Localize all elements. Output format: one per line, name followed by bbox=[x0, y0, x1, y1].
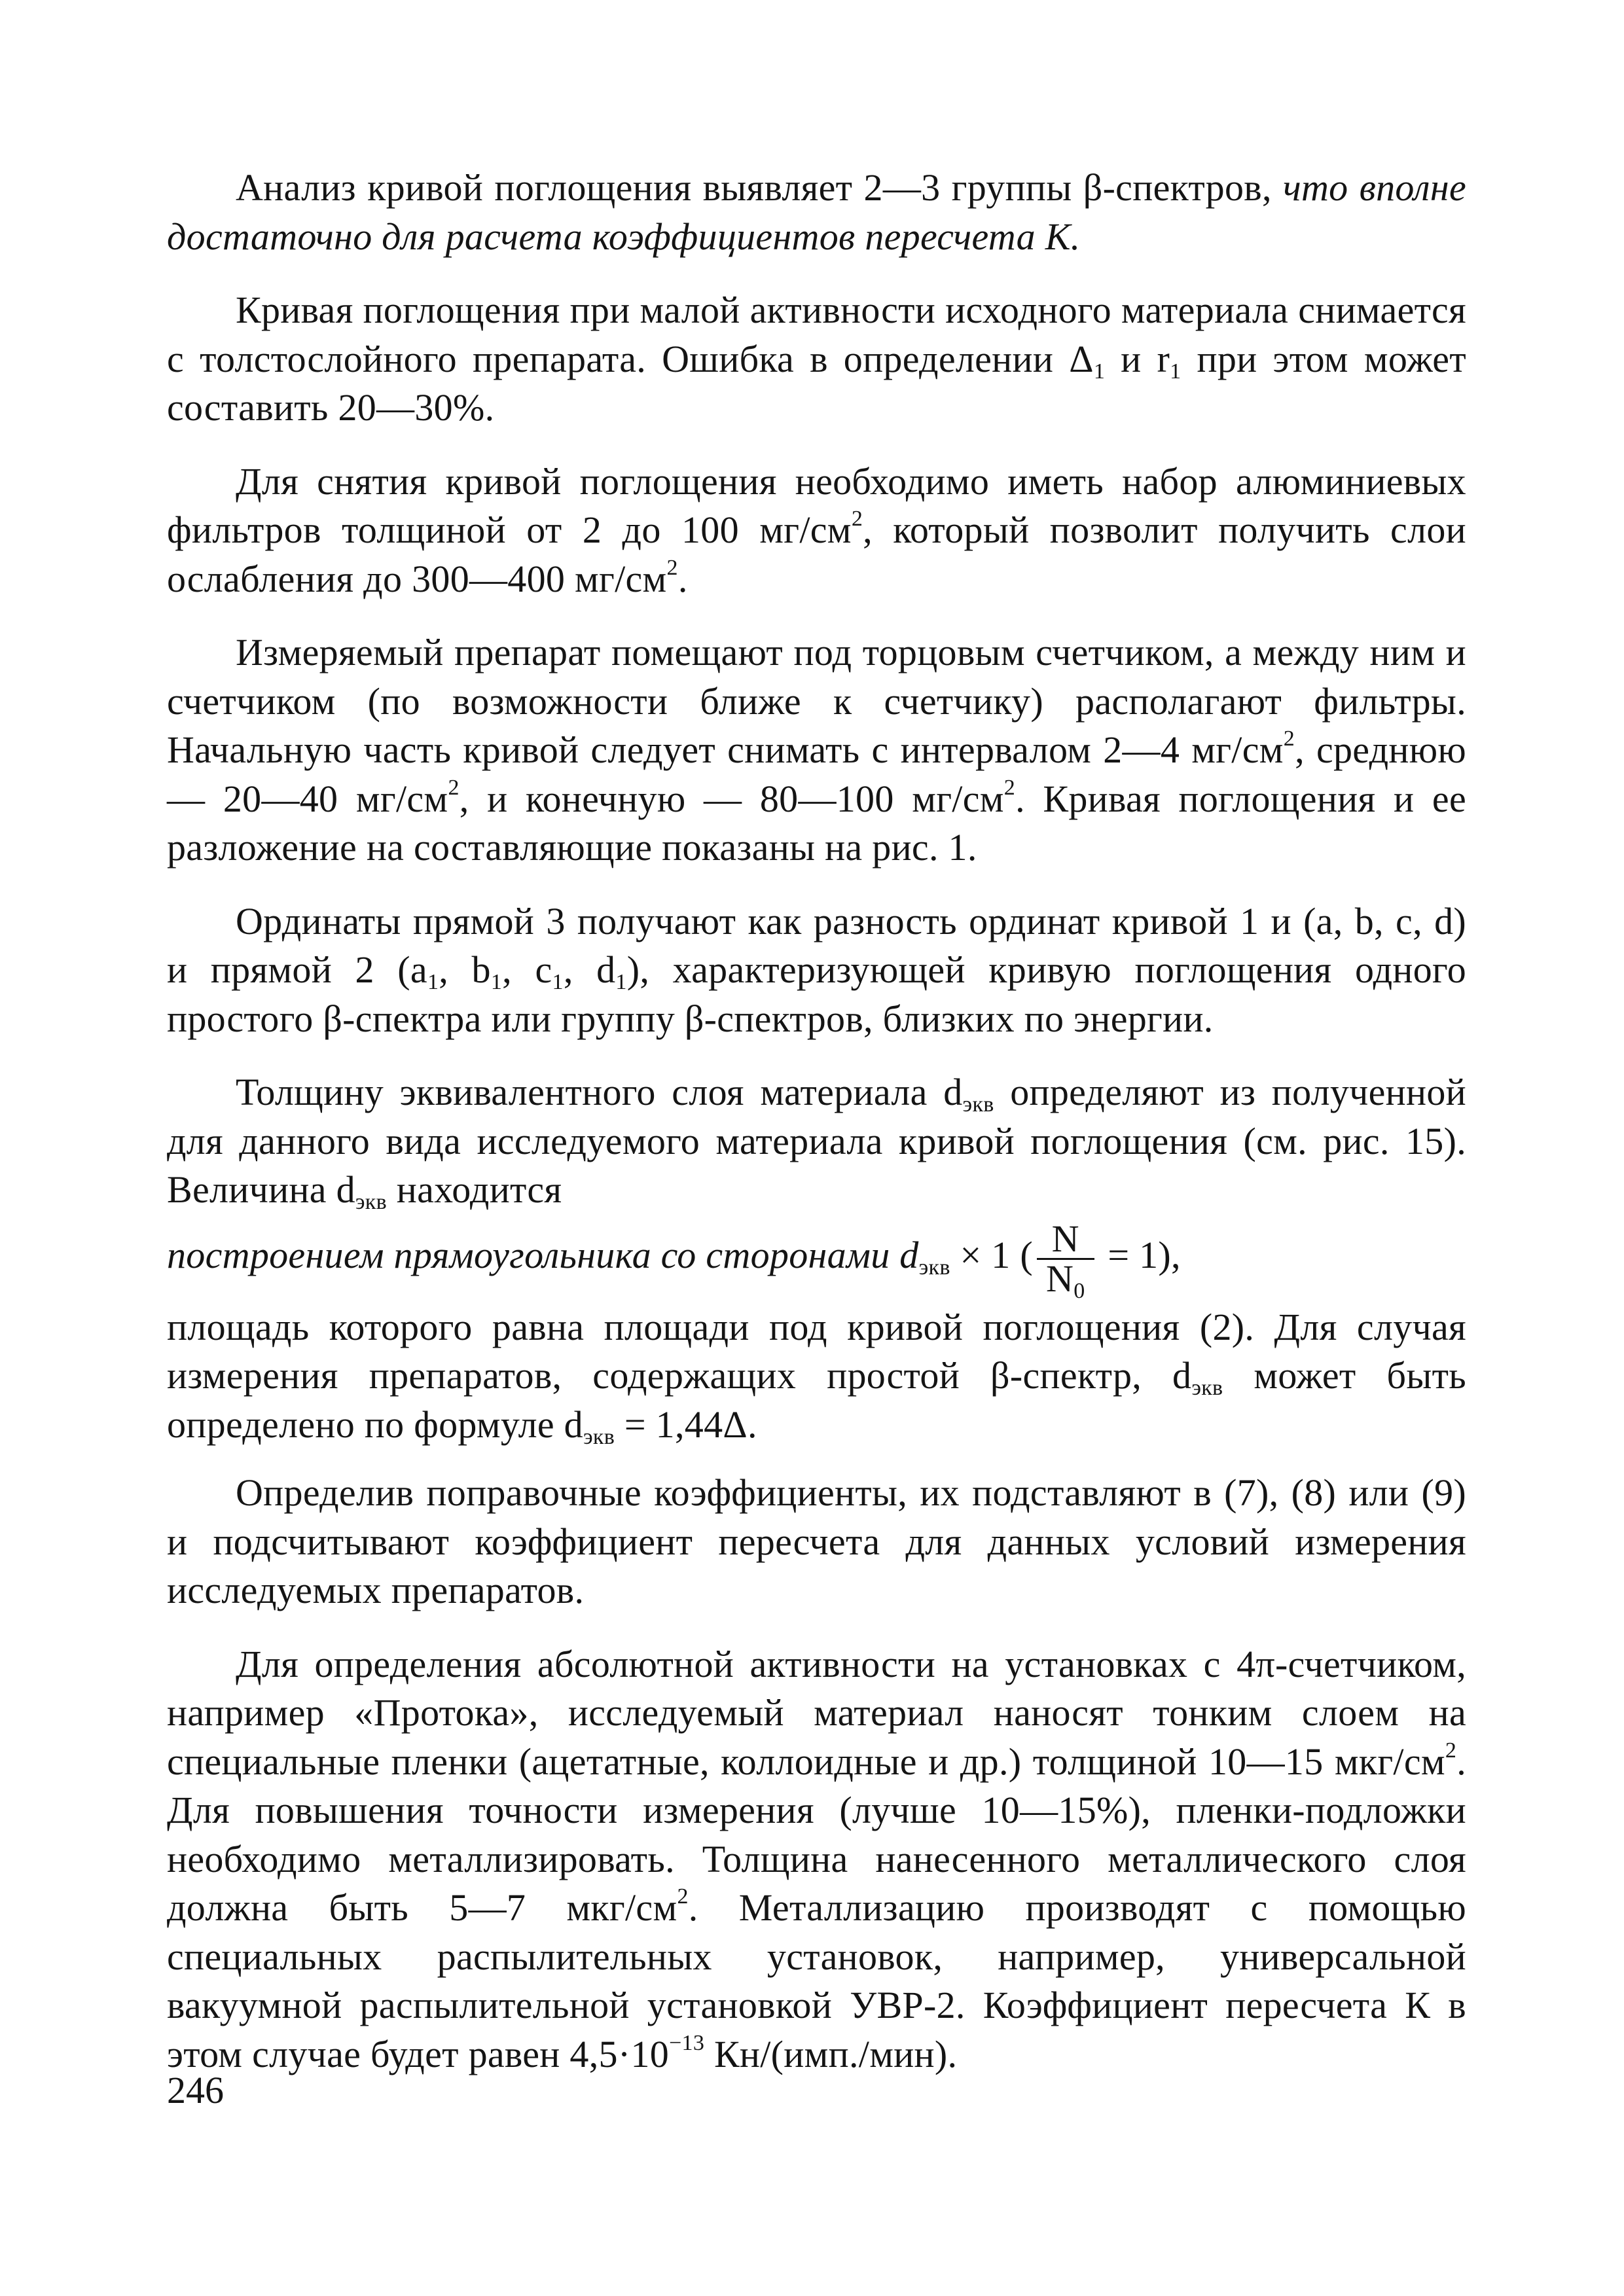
fraction bbox=[1037, 1217, 1094, 1303]
formula-line: построением прямоугольника со сторонами $d_{экв} \times 1$ ( $\frac{N}{N_0}$ = 1), bbox=[167, 1217, 1181, 1303]
paragraph-6: Толщину эквивалентного слоя материала $d_{экв}$ определяют из полученной для данного вида исследуемого материала кривой поглощения (см. рис. 15). Величина $d_{экв}$ находится построением прямоугольника со сторонами $d_{экв} \times 1$ ( $\frac{N}{N_0}$ = 1), площадь которого равна площади под кривой поглощения (2). Для случая измерения препаратов, содержащих простой β-спектр, $d_{экв}$ может быть определено по формуле $d_{экв} = 1,44\Delta$. bbox=[167, 1071, 1466, 1449]
fraction-numerator: N bbox=[1037, 1220, 1094, 1260]
paragraph-8: Для определения абсолютной активности на установках с 4π-счетчиком, например «Протока», исследуемый материал наносят тонким слоем на специальные пленки (ацетатные, коллоидные и др.) толщиной 10—15 мкг/$см^2$. Для повышения точности измерения (лучше 10—15%), пленки-подложки необходимо металлизировать. Толщина нанесенного металлического слоя должна быть 5—7 мкг/$см^2$. Металлизацию производят с помощью специальных распылительных установок, например, универсальной вакуумной распылительной установкой УВР-2. Коэффициент пересчета К в этом случае будет равен $4,5\cdot 10^{-13}$ Кн/(имп./мин). bbox=[167, 1642, 1466, 2075]
paragraph-2: Кривая поглощения при малой активности исходного материала снимается с толстослойного препарата. Ошибка в определении $\Delta_1$ и $r_1$ при этом может составить 20—30%. bbox=[167, 289, 1466, 429]
page-body bbox=[167, 164, 1466, 2104]
paragraph-5: Ординаты прямой 3 получают как разность ординат кривой 1 и (a, b, c, d) и прямой 2 ($a_1$, $b_1$, $c_1$, $d_1$), характеризующей кривую поглощения одного простого β-спектра или группу β-спектров, близких по энергии. bbox=[167, 899, 1466, 1040]
paragraph-7: Определив поправочные коэффициенты, их подставляют в (7), (8) или (9) и подсчитывают коэффициент пересчета для данных условий измерения исследуемых препаратов. bbox=[167, 1471, 1466, 1611]
paragraph-3: Для снятия кривой поглощения необходимо иметь набор алюминиевых фильтров толщиной от 2 до 100 $мг/см^2$, который позволит получить слои ослабления до 300—400 $мг/см^2$. bbox=[167, 459, 1466, 600]
paragraph-1: Анализ кривой поглощения выявляет 2—3 группы β-спектров, что вполне достаточно для расчета коэффициентов пересчета К. bbox=[167, 166, 1466, 258]
paragraph-4: Измеряемый препарат помещают под торцовым счетчиком, а между ним и счетчиком (по возможности ближе к счетчику) располагают фильтры. Начальную часть кривой следует снимать с интервалом 2—4 $мг/см^2$, среднюю — 20—40 $мг/см^2$, и конечную — 80—100 $мг/см^2$. Кривая поглощения и ее разложение на составляющие показаны на рис. 1. bbox=[167, 631, 1466, 869]
fraction-denominator: $N_0$ bbox=[1046, 1257, 1085, 1303]
page-number: 246 bbox=[167, 2069, 224, 2111]
